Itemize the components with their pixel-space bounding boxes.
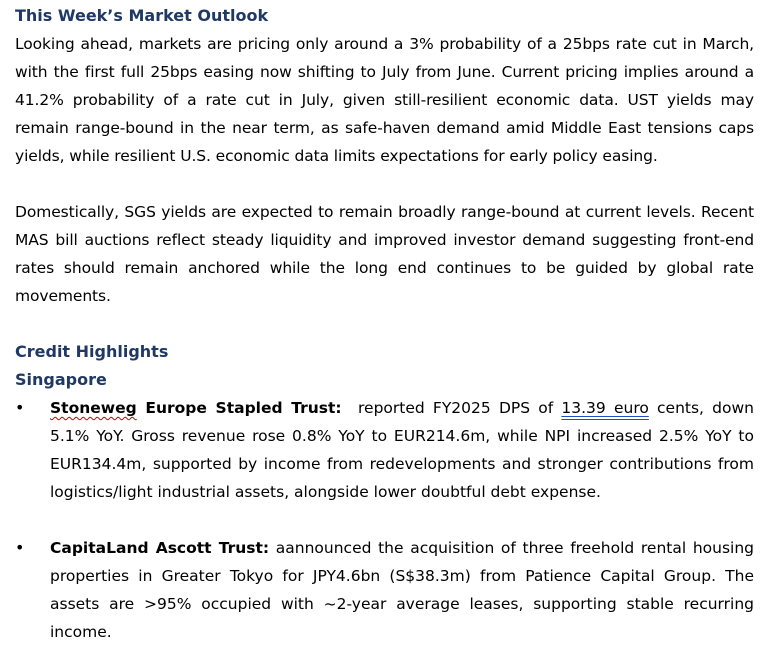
- document-page: [15, 2, 754, 646]
- grammar-flagged-phrase[interactable]: 13.39 euro: [561, 399, 649, 417]
- credit-highlights-list: [15, 394, 754, 646]
- list-item-capitaland: [15, 534, 754, 646]
- item-text-before-link: reported FY2025 DPS of: [341, 399, 562, 417]
- bullet-icon: •: [15, 398, 25, 417]
- credit-highlights-heading: Credit Highlights: [15, 342, 169, 361]
- section-spacer: [15, 310, 754, 338]
- market-outlook-paragraph-2: Domestically, SGS yields are expected to remain broadly range-bound at current levels. Recent MAS bill auctions reflect steady liquidity and improved investor demand suggesting front-end rates should remain anchored while the long end continues to be guided by global rate movements.: [15, 203, 754, 305]
- paragraph-spacer: [15, 170, 754, 198]
- entity-name-capitaland: CapitaLand Ascott Trust:: [50, 539, 270, 557]
- market-outlook-heading: This Week’s Market Outlook: [15, 6, 269, 25]
- item-text: aannounced the acquisition of three freehold rental housing properties in Greater Tokyo for JPY4.6bn (S$38.3m) from Patience Capital Group. The assets are >95% occupied with ~2-year average leases, supporting stable recurring income.: [50, 539, 754, 641]
- bullet-icon: •: [15, 538, 25, 557]
- region-heading-singapore: Singapore: [15, 370, 107, 389]
- market-outlook-paragraph-1: Looking ahead, markets are pricing only around a 3% probability of a 25bps rate cut in March, with the first full 25bps easing now shifting to July from June. Current pricing implies around a 41.2% probability of a rate cut in July, given still-resilient economic data. UST yields may remain range-bound in the near term, as safe-haven demand amid Middle East tensions caps yields, while resilient U.S. economic data limits expectations for early policy easing.: [15, 35, 754, 165]
- item-text-after-link: cents, down 5.1% YoY. Gross revenue rose 0.8% YoY to EUR214.6m, while NPI increased 2.5% YoY to EUR134.4m, supported by income from redevelopments and stronger contributions from logistics/light industrial assets, alongside lower doubtful debt expense.: [50, 399, 754, 501]
- entity-name-rest: Europe Stapled Trust:: [136, 399, 342, 417]
- list-item-stoneweg: [15, 394, 754, 506]
- spellcheck-flagged-word[interactable]: Stoneweg: [50, 399, 137, 417]
- entity-name-stoneweg: [50, 399, 342, 417]
- list-spacer: [15, 506, 754, 534]
